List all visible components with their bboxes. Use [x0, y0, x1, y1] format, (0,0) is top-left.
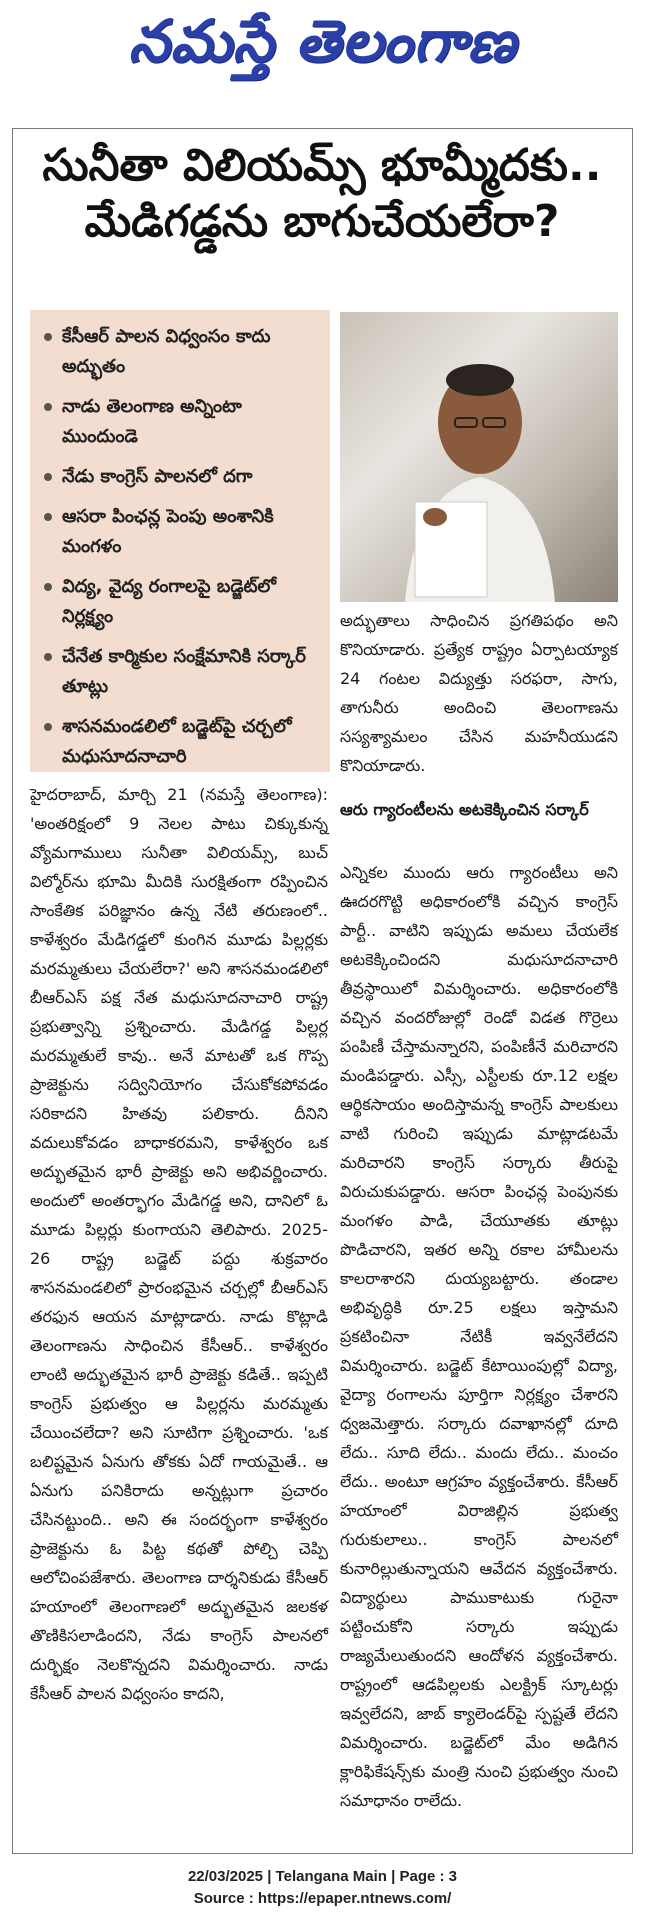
newspaper-title: నమస్తే తెలంగాణ [128, 6, 517, 75]
bullet-icon [44, 583, 52, 591]
highlight-item [44, 712, 320, 772]
bullet-icon [44, 653, 52, 661]
sub-heading: ఆరు గ్యారంటీలను అటకెక్కించిన సర్కార్ [340, 800, 589, 819]
speaker-photo [340, 312, 618, 602]
body-column-right: ఎన్నికల ముందు ఆరు గ్యారంటీలు అని ఊదరగొట్టి అధికారంలోకి వచ్చిన కాంగ్రెస్ పార్టీ.. వాటిని ఇప్పుడు అమలు చేయలేక అటకెక్కించిందని మధుసూదనాచారి తీవ్రస్థాయిలో విమర్శించారు. అధికారంలోకి వచ్చిన వందరోజుల్లో రెండో విడత గొర్రెలు పంపిణీ చేస్తామన్నారని, పంపిణీనే మరిచారని మండిపడ్డారు. ఎస్సీ, ఎస్టీలకు రూ.12 లక్షల ఆర్థికసాయం అందిస్తామన్న కాంగ్రెస్ పాలకులు వాటి గురించి ఇప్పుడు మాట్లాడటమే మరిచారని కాంగ్రెస్ సర్కారు తీరుపై విరుచుకుపడ్డారు. ఆసరా పింఛన్ల పెంపునకు మంగళం పాడి, చేయూతకు తూట్లు పొడిచారని, ఇతర అన్ని రకాల హామీలను కాలరాశారని దుయ్యబట్టారు. తండాల అభివృద్ధికి రూ.25 లక్షలు ఇస్తామని ప్రకటించినా నేటికీ ఇవ్వనేలేదని విమర్శించారు. బడ్జెట్ కేటాయింపుల్లో విద్యా, వైద్యా రంగాలను పూర్తిగా నిర్లక్ష్యం చేశారని ధ్వజమెత్తారు. సర్కారు దవాఖానల్లో దూది లేదు.. సూది లేదు.. మందు లేదు.. మంచం లేదు.. అంటూ ఆగ్రహం వ్యక్తంచేశారు. కేసీఆర్ హయాంలో విరాజిల్లిన ప్రభుత్వ గురుకులాలు.. కాంగ్రెస్ పాలనలో కునారిల్లుతున్నాయని ఆవేదన వ్యక్తంచేశారు. విద్యార్థులు పాముకాటుకు గురైనా పట్టించుకోని సర్కారు ఇప్పుడు రాజ్యమేలుతుందని ఆందోళన వ్యక్తంచేశారు. రాష్ట్రంలో ఆడపిల్లలకు ఎలక్ట్రిక్ స్కూటర్లు ఇవ్వలేదని, జాబ్ క్యాలెండర్‌పై స్పష్టతే లేదని విమర్శించారు. బడ్జెట్‌లో మేం అడిగిన క్లారిఫికేషన్స్‌కు మంత్రి నుంచి ప్రభుత్వం నుంచి సమాధానం రాలేదు. [340, 863, 618, 1810]
photo-adjacent-text: అద్భుతాలు సాధించిన ప్రగతిపథం అని కొనియాడారు. ప్రత్యేక రాష్ట్రం ఏర్పాటయ్యాక 24 గంటల విద్యుత్తు సరఫరా, సాగు, తాగునీరు అందించి తెలంగాణను సస్యశ్యామలం చేసిన మహనీయుడని కొనియాడారు. [340, 611, 618, 775]
bullet-icon [44, 723, 52, 731]
highlight-item [44, 392, 320, 452]
highlight-item [44, 642, 320, 702]
headline-line-1: సునీతా విలియమ్స్ భూమ్మీదకు.. [42, 140, 602, 191]
page-footer [0, 1866, 645, 1910]
highlight-text: విద్య, వైద్య రంగాలపై బడ్జెట్‌లో నిర్లక్ష్యం [62, 576, 277, 627]
highlight-text: చేనేత కార్మికుల సంక్షేమానికి సర్కార్ తూట్లు [62, 646, 306, 697]
article-headline [22, 138, 622, 250]
bullet-icon [44, 513, 52, 521]
person-figure-icon [395, 352, 565, 602]
bullet-icon [44, 473, 52, 481]
masthead [0, 0, 645, 96]
source-url: Source : https://epaper.ntnews.com/ [193, 1890, 452, 1907]
highlight-item [44, 572, 320, 632]
highlight-item [44, 462, 320, 492]
bullet-icon [44, 333, 52, 341]
headline-line-2: మేడిగడ్డను బాగుచేయలేరా? [84, 196, 560, 247]
highlight-item [44, 502, 320, 562]
highlight-text: నాడు తెలంగాణ అన్నింటా ముందుండె [62, 396, 242, 447]
highlights-box [30, 310, 330, 772]
highlight-text: నేడు కాంగ్రెస్ పాలనలో దగా [62, 466, 253, 487]
highlight-text: శాసనమండలిలో బడ్జెట్‌పై చర్చలో మధుసూదనాచారి [62, 716, 292, 767]
body-column-left: హైదరాబాద్, మార్చి 21 (నమస్తే తెలంగాణ): 'అంతరిక్షంలో 9 నెలల పాటు చిక్కుకున్న వ్యోమగాములు సునీతా విలియమ్స్, బుచ్ విల్మోర్‌ను భూమి మీదికి సురక్షితంగా రప్పించిన సాంకేతిక పరిజ్ఞానం ఉన్న నేటి తరుణంలో.. కాళేశ్వరం మేడిగడ్డలో కుంగిన మూడు పిల్లర్లకు మరమ్మతులు చేయలేరా?' అని శాసనమండలిలో బీఆర్‌ఎస్ పక్ష నేత మధుసూదనాచారి రాష్ట్ర ప్రభుత్వాన్ని ప్రశ్నించారు. మేడిగడ్డ పిల్లర్ల మరమ్మతులే కావు.. అనే మాటతో ఒక గొప్ప ప్రాజెక్టును సద్వినియోగం చేసుకోకపోవడం సరికాదని హితవు పలికారు. దీనిని వదులుకోవడం బాధాకరమని, కాళేశ్వరం ఒక అద్భుతమైన భారీ ప్రాజెక్టు అని అభివర్ణించారు. అందులో అంతర్భాగం మేడిగడ్డ అని, దానిలో ఓ మూడు పిల్లర్లు కుంగాయని తెలిపారు. 2025-26 రాష్ట్ర బడ్జెట్ పద్దు శుక్రవారం శాసనమండలిలో ప్రారంభమైన చర్చల్లో బీఆర్‌ఎస్ తరఫున ఆయన మాట్లాడారు. నాడు కొట్లాడి తెలంగాణను సాధించిన కేసీఆర్.. కాళేశ్వరం లాంటి అద్భుతమైన భారీ ప్రాజెక్టు కడితే.. ఇప్పటి కాంగ్రెస్ ప్రభుత్వం ఆ పిల్లర్లను మరమ్మతు చేయించలేదా? అని సూటిగా ప్రశ్నించారు. 'ఒక బలిష్టమైన ఏనుగు తోకకు ఏదో గాయమైతే.. ఆ ఏనుగు పనికిరాదు అన్నట్లుగా ప్రచారం చేసినట్టుంది.. అని ఈ సందర్భంగా కాళేశ్వరం ప్రాజెక్టును ఓ పిట్ట కథతో పోల్చి చెప్పి ఆలోచింపజేశారు. తెలంగాణ దార్శనికుడు కేసీఆర్ హయాంలో తెలంగాణలో అద్భుతమైన జలకళ తొణికిసలాడిందని, నేడు కాంగ్రెస్ పాలనలో దుర్భిక్షం నెలకొన్నదని విమర్శించారు. నాడు కేసీఆర్ పాలన విధ్వంసం కాదని, [30, 785, 328, 1703]
highlight-text: ఆసరా పింఛన్ల పెంపు అంశానికి మంగళం [62, 506, 274, 557]
bullet-icon [44, 403, 52, 411]
highlight-text: కేసీఆర్ పాలన విధ్వంసం కాదు అద్భుతం [62, 326, 271, 377]
edition-info: 22/03/2025 | Telangana Main | Page : 3 [187, 1868, 458, 1885]
highlight-item [44, 322, 320, 382]
